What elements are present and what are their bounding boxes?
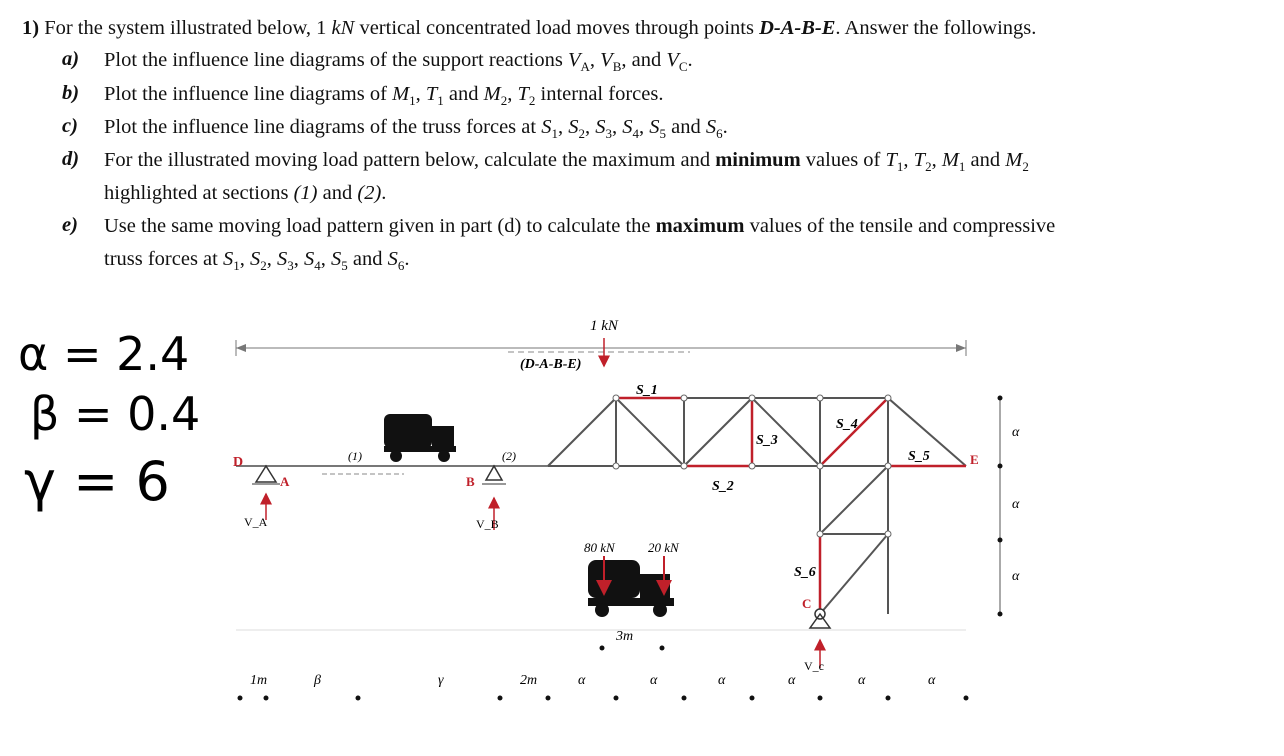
support-A <box>256 466 276 482</box>
bottom-dim-label: γ <box>438 673 444 688</box>
label-S3: S_3 <box>756 433 778 448</box>
bottom-dimension-labels <box>250 673 936 688</box>
section-2-label: (2) <box>502 449 516 463</box>
member-S4 <box>820 398 888 466</box>
point-D: D <box>233 455 244 470</box>
point-B: B <box>466 474 475 489</box>
label-S6: S_6 <box>794 565 816 580</box>
support-B <box>486 466 502 480</box>
dim-arrow-left <box>236 344 246 352</box>
section-1-label: (1) <box>348 449 362 463</box>
bottom-dim-label: α <box>718 673 726 688</box>
item-label: c) <box>62 115 78 137</box>
rear-load-label: 80 kN <box>584 540 615 555</box>
bottom-dim-label: α <box>858 673 866 688</box>
front-load-label: 20 kN <box>648 540 679 555</box>
mixer-truck-small <box>384 414 456 462</box>
label-S1: S_1 <box>636 383 658 398</box>
axle-spacing-dot-left <box>600 646 605 651</box>
item-text-line: Plot the influence line diagrams of the truss forces at $S_1$, $S_2$, $S_3$, $S_4$, $S_5$ and $S_6$. <box>104 116 728 142</box>
mixer-truck-loaded <box>588 560 674 617</box>
item-text-line: Plot the influence line diagrams of $M_1$, $T_1$ and $M_2$, $T_2$ internal forces. <box>104 83 664 109</box>
handwritten-gamma: γ = 6 <box>24 450 170 513</box>
bottom-dim-label: α <box>578 673 586 688</box>
dim-arrow-right <box>956 344 966 352</box>
bottom-dim-label: 2m <box>520 673 538 688</box>
item-label: d) <box>62 148 80 170</box>
point-C: C <box>802 596 812 611</box>
item-text-line: For the illustrated moving load pattern below, calculate the maximum and minimum values of $T_1$, $T_2$, $M_1$ and $M_2$ <box>104 149 1029 175</box>
item-text-line: highlighted at sections (1) and (2). <box>104 182 387 204</box>
right-dim-label: α <box>1012 425 1020 440</box>
right-dim-label: α <box>1012 569 1020 584</box>
item-label: b) <box>62 82 80 104</box>
item-text-line: truss forces at $S_1$, $S_2$, $S_3$, $S_4$, $S_5$ and $S_6$. <box>104 248 410 274</box>
axle-spacing-dot-right <box>660 646 665 651</box>
item-label: a) <box>62 48 80 70</box>
item-label: e) <box>62 214 78 236</box>
reaction-VB-label: V_B <box>476 517 499 531</box>
load-path-label: (D-A-B-E) <box>520 357 582 372</box>
point-E: E <box>970 452 979 467</box>
bottom-dimension-dots <box>238 696 969 701</box>
right-dim-label: α <box>1012 497 1020 512</box>
question-intro: 1) For the system illustrated below, 1 kN vertical concentrated load moves through points D-A-B-E. Answer the followings. <box>22 17 1037 39</box>
point-A: A <box>280 474 290 489</box>
item-text-line: Plot the influence line diagrams of the support reactions $V_A$, $V_B$, and $V_C$. <box>104 49 693 75</box>
label-S5: S_5 <box>908 449 930 464</box>
bottom-dim-label: α <box>788 673 796 688</box>
reaction-VC-label: V_c <box>804 659 824 673</box>
reaction-VA-label: V_A <box>244 515 268 529</box>
label-S4: S_4 <box>836 417 858 432</box>
handwritten-alpha: α = 2.4 <box>18 327 190 381</box>
unit-load-label: 1 kN <box>590 318 618 334</box>
bottom-dim-label: α <box>928 673 936 688</box>
bottom-dim-label: β <box>314 673 321 688</box>
handwritten-beta: β = 0.4 <box>30 387 201 441</box>
bottom-dim-label: α <box>650 673 658 688</box>
label-S2: S_2 <box>712 479 734 494</box>
bottom-dim-label: 1m <box>250 673 268 688</box>
right-dimension-labels <box>1012 425 1020 584</box>
axle-spacing-label: 3m <box>616 629 634 644</box>
item-text-line: Use the same moving load pattern given in part (d) to calculate the maximum values of the tensile and compressive <box>104 215 1056 237</box>
